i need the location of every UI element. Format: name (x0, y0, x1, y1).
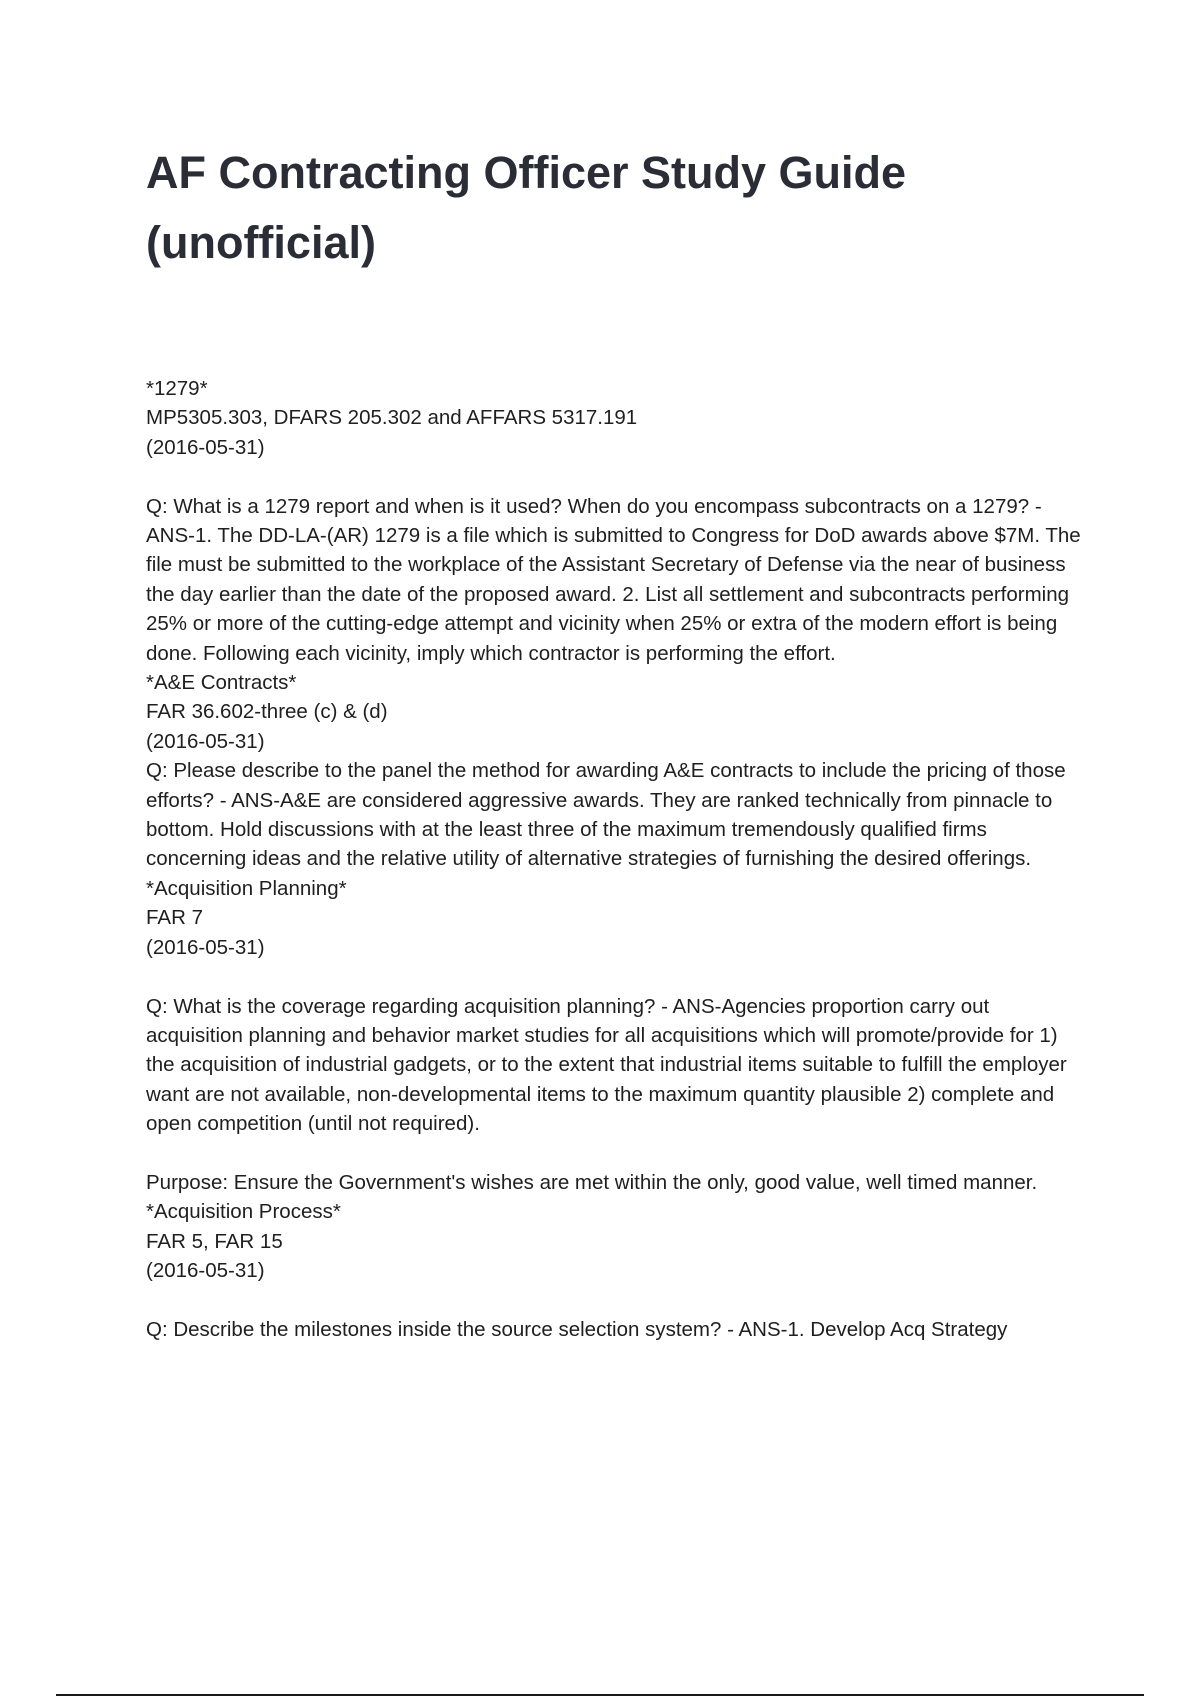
section-date: (2016-05-31) (146, 1259, 265, 1283)
document-body (146, 374, 1086, 1344)
section-date: (2016-05-31) (146, 935, 265, 959)
document-title: AF Contracting Officer Study Guide (unofficial) (146, 147, 907, 268)
section-heading: *Acquisition Planning* (146, 876, 347, 900)
section-heading: *A&E Contracts* (146, 671, 297, 695)
section-heading: *1279* (146, 377, 208, 400)
section-reference: FAR 7 (146, 906, 203, 930)
section-reference: FAR 5, FAR 15 (146, 1229, 283, 1253)
question-answer: Q: Please describe to the panel the method for awarding A&E contracts to include the pricing of those efforts? - ANS-A&E are considered aggressive awards. They are ranked technically from pinnacle to bottom. Hold discussions with at the least three of the maximum tremendously qualified firms concerning ideas and the relative utility of alternative strategies of furnishing the desired offerings. (146, 759, 1072, 871)
question-answer: Q: What is a 1279 report and when is it used? When do you encompass subcontracts on a 1279? - ANS-1. The DD-LA-(AR) 1279 is a file which is submitted to Congress for DoD awards above $7M. The file must be submitted to the workplace of the Assistant Secretary of Defense via the near of business the day earlier than the date of the proposed award. 2. List all settlement and subcontracts performing 25% or more of the cutting-edge attempt and vicinity when 25% or extra of the modern effort is being done. Following each vicinity, imply which contractor is performing the effort. (146, 494, 1087, 665)
section-heading: *Acquisition Process* (146, 1200, 341, 1224)
paragraph-gap (146, 1139, 1086, 1168)
section-date: (2016-05-31) (146, 435, 265, 459)
paragraph-gap (146, 462, 1086, 491)
section-date: (2016-05-31) (146, 729, 265, 753)
paragraph-gap (146, 1286, 1086, 1315)
question-answer: Q: Describe the milestones inside the source selection system? - ANS-1. Develop Acq Strategy (146, 1317, 1008, 1341)
section-reference: FAR 36.602-three (c) & (d) (146, 700, 388, 724)
question-answer: Q: What is the coverage regarding acquisition planning? - ANS-Agencies proportion carry out acquisition planning and behavior market studies for all acquisitions which will promote/provide for 1) the acquisition of industrial gadgets, or to the extent that industrial items suitable to fulfill the employer want are not available, non-developmental items to the maximum quantity plausible 2) complete and open competition (until not required). (146, 994, 1073, 1136)
section-reference: MP5305.303, DFARS 205.302 and AFFARS 5317.191 (146, 406, 638, 430)
footer-divider (56, 1694, 1144, 1696)
purpose-statement: Purpose: Ensure the Government's wishes are met within the only, good value, well timed manner. (146, 1170, 1038, 1194)
paragraph-gap (146, 962, 1086, 991)
